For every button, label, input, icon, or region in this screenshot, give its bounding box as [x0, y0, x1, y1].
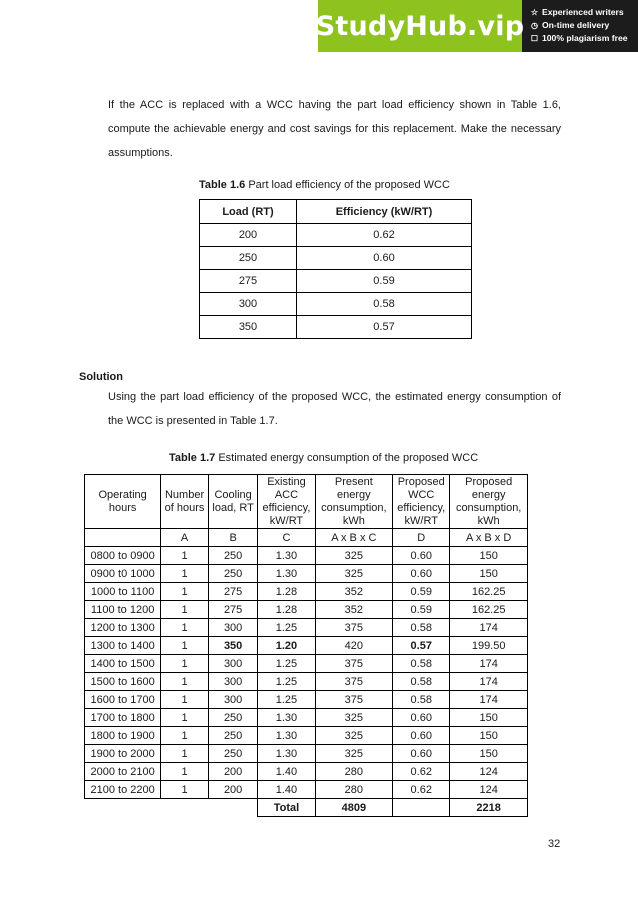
cell: 199.50	[450, 637, 528, 655]
header-line: Present	[334, 475, 373, 488]
cell: 200	[200, 224, 297, 247]
cell: 325	[315, 745, 393, 763]
cell: 1	[161, 673, 209, 691]
cell: 0.60	[297, 247, 472, 270]
cell: 0.62	[393, 763, 450, 781]
header-line: kW/RT	[269, 514, 304, 527]
cell: 250	[208, 565, 258, 583]
header-line: kW/RT	[404, 514, 438, 527]
letter-cell: A	[161, 529, 209, 547]
clock-icon: ◷	[531, 21, 538, 30]
cell: 0.60	[393, 547, 450, 565]
cell: 1900 to 2000	[85, 745, 161, 763]
letter-cell: A x B x C	[315, 529, 393, 547]
table-row	[200, 224, 472, 247]
table-row	[200, 293, 472, 316]
cell: 250	[200, 247, 297, 270]
cell: 0.58	[297, 293, 472, 316]
letter-cell	[85, 529, 161, 547]
caption-text: Estimated energy consumption of the proposed WCC	[215, 452, 479, 464]
cell: 124	[450, 781, 528, 799]
promo-banner[interactable]	[315, 0, 638, 52]
table-row	[85, 673, 528, 691]
cell: 352	[315, 601, 393, 619]
cell: 0.58	[393, 655, 450, 673]
solution-heading: Solution	[79, 371, 123, 383]
cell: 1	[161, 547, 209, 565]
table-1-7-caption	[169, 452, 478, 464]
cell: 1	[161, 583, 209, 601]
header-line: energy	[471, 488, 506, 501]
table-row	[200, 247, 472, 270]
cell: 375	[315, 691, 393, 709]
table-row	[85, 727, 528, 745]
total-proposed: 2218	[450, 799, 528, 817]
empty-cell	[208, 799, 258, 817]
cell: 1	[161, 619, 209, 637]
table-row	[85, 565, 528, 583]
cell: 1	[161, 781, 209, 799]
table-letters-row	[85, 529, 528, 547]
cell: 200	[208, 763, 258, 781]
cell: 174	[450, 673, 528, 691]
page-number: 32	[548, 838, 561, 850]
cell: 0.58	[393, 619, 450, 637]
cell: 0.60	[393, 745, 450, 763]
cell: 150	[450, 745, 528, 763]
cell: 325	[315, 565, 393, 583]
table-row	[85, 619, 528, 637]
cell: 1.30	[258, 709, 315, 727]
cell: 250	[208, 709, 258, 727]
cell: 325	[315, 727, 393, 745]
table-1-6	[199, 199, 472, 339]
cell: 325	[315, 709, 393, 727]
cell: 1.40	[258, 781, 315, 799]
cell: 300	[208, 691, 258, 709]
cell: 300	[208, 673, 258, 691]
cell: 1100 to 1200	[85, 601, 161, 619]
letter-cell: D	[393, 529, 450, 547]
cell: 1	[161, 601, 209, 619]
cell: 1.28	[258, 583, 315, 601]
letter-cell: B	[208, 529, 258, 547]
star-icon: ☆	[530, 8, 539, 17]
cell: 1	[161, 637, 209, 655]
table-row	[85, 763, 528, 781]
table-row	[85, 583, 528, 601]
table-row	[85, 547, 528, 565]
cell: 0.59	[393, 583, 450, 601]
cell: 1	[161, 565, 209, 583]
intro-paragraph: If the ACC is replaced with a WCC having the part load efficiency shown in Table 1.6, compute the achievable energy and cost savings for this replacement. Make the necessary assumptions.	[108, 99, 561, 159]
cell: 1.30	[258, 745, 315, 763]
cell: 174	[450, 691, 528, 709]
header-cell	[393, 475, 450, 529]
cell: 150	[450, 565, 528, 583]
table-header-row	[200, 200, 472, 224]
feature-text: Experienced writers	[542, 7, 624, 17]
cell: 1400 to 1500	[85, 655, 161, 673]
cell: 0.62	[297, 224, 472, 247]
cell: 375	[315, 655, 393, 673]
cell: 1000 to 1100	[85, 583, 161, 601]
table-row	[85, 781, 528, 799]
total-label: Total	[258, 799, 315, 817]
cell: 1	[161, 763, 209, 781]
total-present: 4809	[315, 799, 393, 817]
cell: 275	[208, 601, 258, 619]
cell: 1	[161, 745, 209, 763]
cell: 1	[161, 709, 209, 727]
header-efficiency: Efficiency (kW/RT)	[297, 200, 472, 224]
header-line: kWh	[477, 514, 500, 527]
header-load: Load (RT)	[200, 200, 297, 224]
cell: 300	[208, 655, 258, 673]
cell: 275	[200, 270, 297, 293]
cell: 0.57	[297, 316, 472, 339]
cell: 1.25	[258, 691, 315, 709]
document-icon: ☐	[530, 34, 539, 43]
solution-paragraph: Using the part load efficiency of the proposed WCC, the estimated energy consumption of the WCC is presented in Table 1.7.	[108, 391, 561, 427]
cell: 250	[208, 745, 258, 763]
cell: 0.59	[393, 601, 450, 619]
cell: 162.25	[450, 583, 528, 601]
cell: 0.60	[393, 709, 450, 727]
cell: 0.59	[297, 270, 472, 293]
table-1-6-caption	[199, 179, 450, 191]
header-cell	[161, 475, 209, 529]
table-row	[85, 709, 528, 727]
header-line: Proposed	[397, 475, 445, 488]
cell: 0.58	[393, 673, 450, 691]
table-row	[200, 270, 472, 293]
cell: 375	[315, 673, 393, 691]
cell: 420	[315, 637, 393, 655]
empty-cell	[161, 799, 209, 817]
header-cell	[450, 475, 528, 529]
cell: 280	[315, 763, 393, 781]
cell: 300	[200, 293, 297, 316]
cell: 174	[450, 655, 528, 673]
cell: 1.25	[258, 619, 315, 637]
header-line: efficiency,	[397, 501, 446, 514]
cell: 1800 to 1900	[85, 727, 161, 745]
header-cell	[315, 475, 393, 529]
cell: 150	[450, 547, 528, 565]
table-body	[85, 547, 528, 799]
cell: 1600 to 1700	[85, 691, 161, 709]
cell: 1	[161, 691, 209, 709]
cell: 2100 to 2200	[85, 781, 161, 799]
cell: 1700 to 1800	[85, 709, 161, 727]
cell: 275	[208, 583, 258, 601]
header-line: consumption,	[455, 501, 522, 514]
cell: 1300 to 1400	[85, 637, 161, 655]
table-row	[85, 637, 528, 655]
header-cell	[208, 475, 258, 529]
cell: 0.60	[393, 565, 450, 583]
cell: 250	[208, 727, 258, 745]
cell: 174	[450, 619, 528, 637]
header-line: of hours	[164, 501, 205, 514]
cell: 0900 t0 1000	[85, 565, 161, 583]
feature-on-time-delivery	[530, 19, 628, 32]
header-line: WCC	[408, 488, 435, 501]
feature-text: On-time delivery	[542, 20, 610, 30]
header-line: Cooling	[214, 488, 252, 501]
cell: 1.25	[258, 655, 315, 673]
table-row	[200, 316, 472, 339]
header-line: efficiency,	[262, 501, 311, 514]
cell: 1500 to 1600	[85, 673, 161, 691]
table-header-row	[85, 475, 528, 529]
cell: 1.30	[258, 727, 315, 745]
caption-text: Part load efficiency of the proposed WCC	[245, 179, 450, 191]
header-line: energy	[337, 488, 371, 501]
cell: 1.30	[258, 565, 315, 583]
cell: 0.58	[393, 691, 450, 709]
cell: 162.25	[450, 601, 528, 619]
header-line: Number	[164, 488, 205, 501]
cell: 0800 to 0900	[85, 547, 161, 565]
table-total-row	[85, 799, 528, 817]
cell: 0.57	[393, 637, 450, 655]
letter-cell: A x B x D	[450, 529, 528, 547]
table-row	[85, 601, 528, 619]
table-row	[85, 745, 528, 763]
cell: 1.25	[258, 673, 315, 691]
cell: 200	[208, 781, 258, 799]
empty-cell	[85, 799, 161, 817]
feature-experienced-writers	[530, 6, 628, 19]
cell: 0.60	[393, 727, 450, 745]
header-line: Operating	[98, 488, 147, 501]
header-line: load, RT	[212, 501, 254, 514]
feature-text: 100% plagiarism free	[542, 33, 628, 43]
cell: 1	[161, 727, 209, 745]
caption-label: Table 1.7	[169, 452, 216, 464]
cell: 2000 to 2100	[85, 763, 161, 781]
caption-label: Table 1.6	[199, 179, 246, 191]
cell: 150	[450, 709, 528, 727]
header-line: Proposed	[465, 475, 513, 488]
cell: 250	[208, 547, 258, 565]
cell: 150	[450, 727, 528, 745]
cell: 280	[315, 781, 393, 799]
empty-cell	[393, 799, 450, 817]
header-line: consumption,	[321, 501, 387, 514]
cell: 375	[315, 619, 393, 637]
cell: 1	[161, 655, 209, 673]
cell: 1.30	[258, 547, 315, 565]
cell: 124	[450, 763, 528, 781]
header-line: kWh	[342, 514, 365, 527]
cell: 350	[200, 316, 297, 339]
cell: 1200 to 1300	[85, 619, 161, 637]
header-line: ACC	[274, 488, 299, 501]
header-cell	[258, 475, 315, 529]
feature-plagiarism-free	[530, 32, 628, 45]
banner-features	[530, 6, 628, 45]
table-row	[85, 691, 528, 709]
header-line: Existing	[267, 475, 306, 488]
cell: 1.40	[258, 763, 315, 781]
header-line: hours	[108, 501, 137, 514]
cell: 0.62	[393, 781, 450, 799]
letter-cell: C	[258, 529, 315, 547]
cell: 350	[208, 637, 258, 655]
cell: 352	[315, 583, 393, 601]
header-cell	[85, 475, 161, 529]
studyhub-logo[interactable]: StudyHub.vip	[318, 0, 522, 52]
cell: 325	[315, 547, 393, 565]
cell: 1.20	[258, 637, 315, 655]
table-1-7	[84, 474, 528, 817]
cell: 1.28	[258, 601, 315, 619]
table-row	[85, 655, 528, 673]
cell: 300	[208, 619, 258, 637]
